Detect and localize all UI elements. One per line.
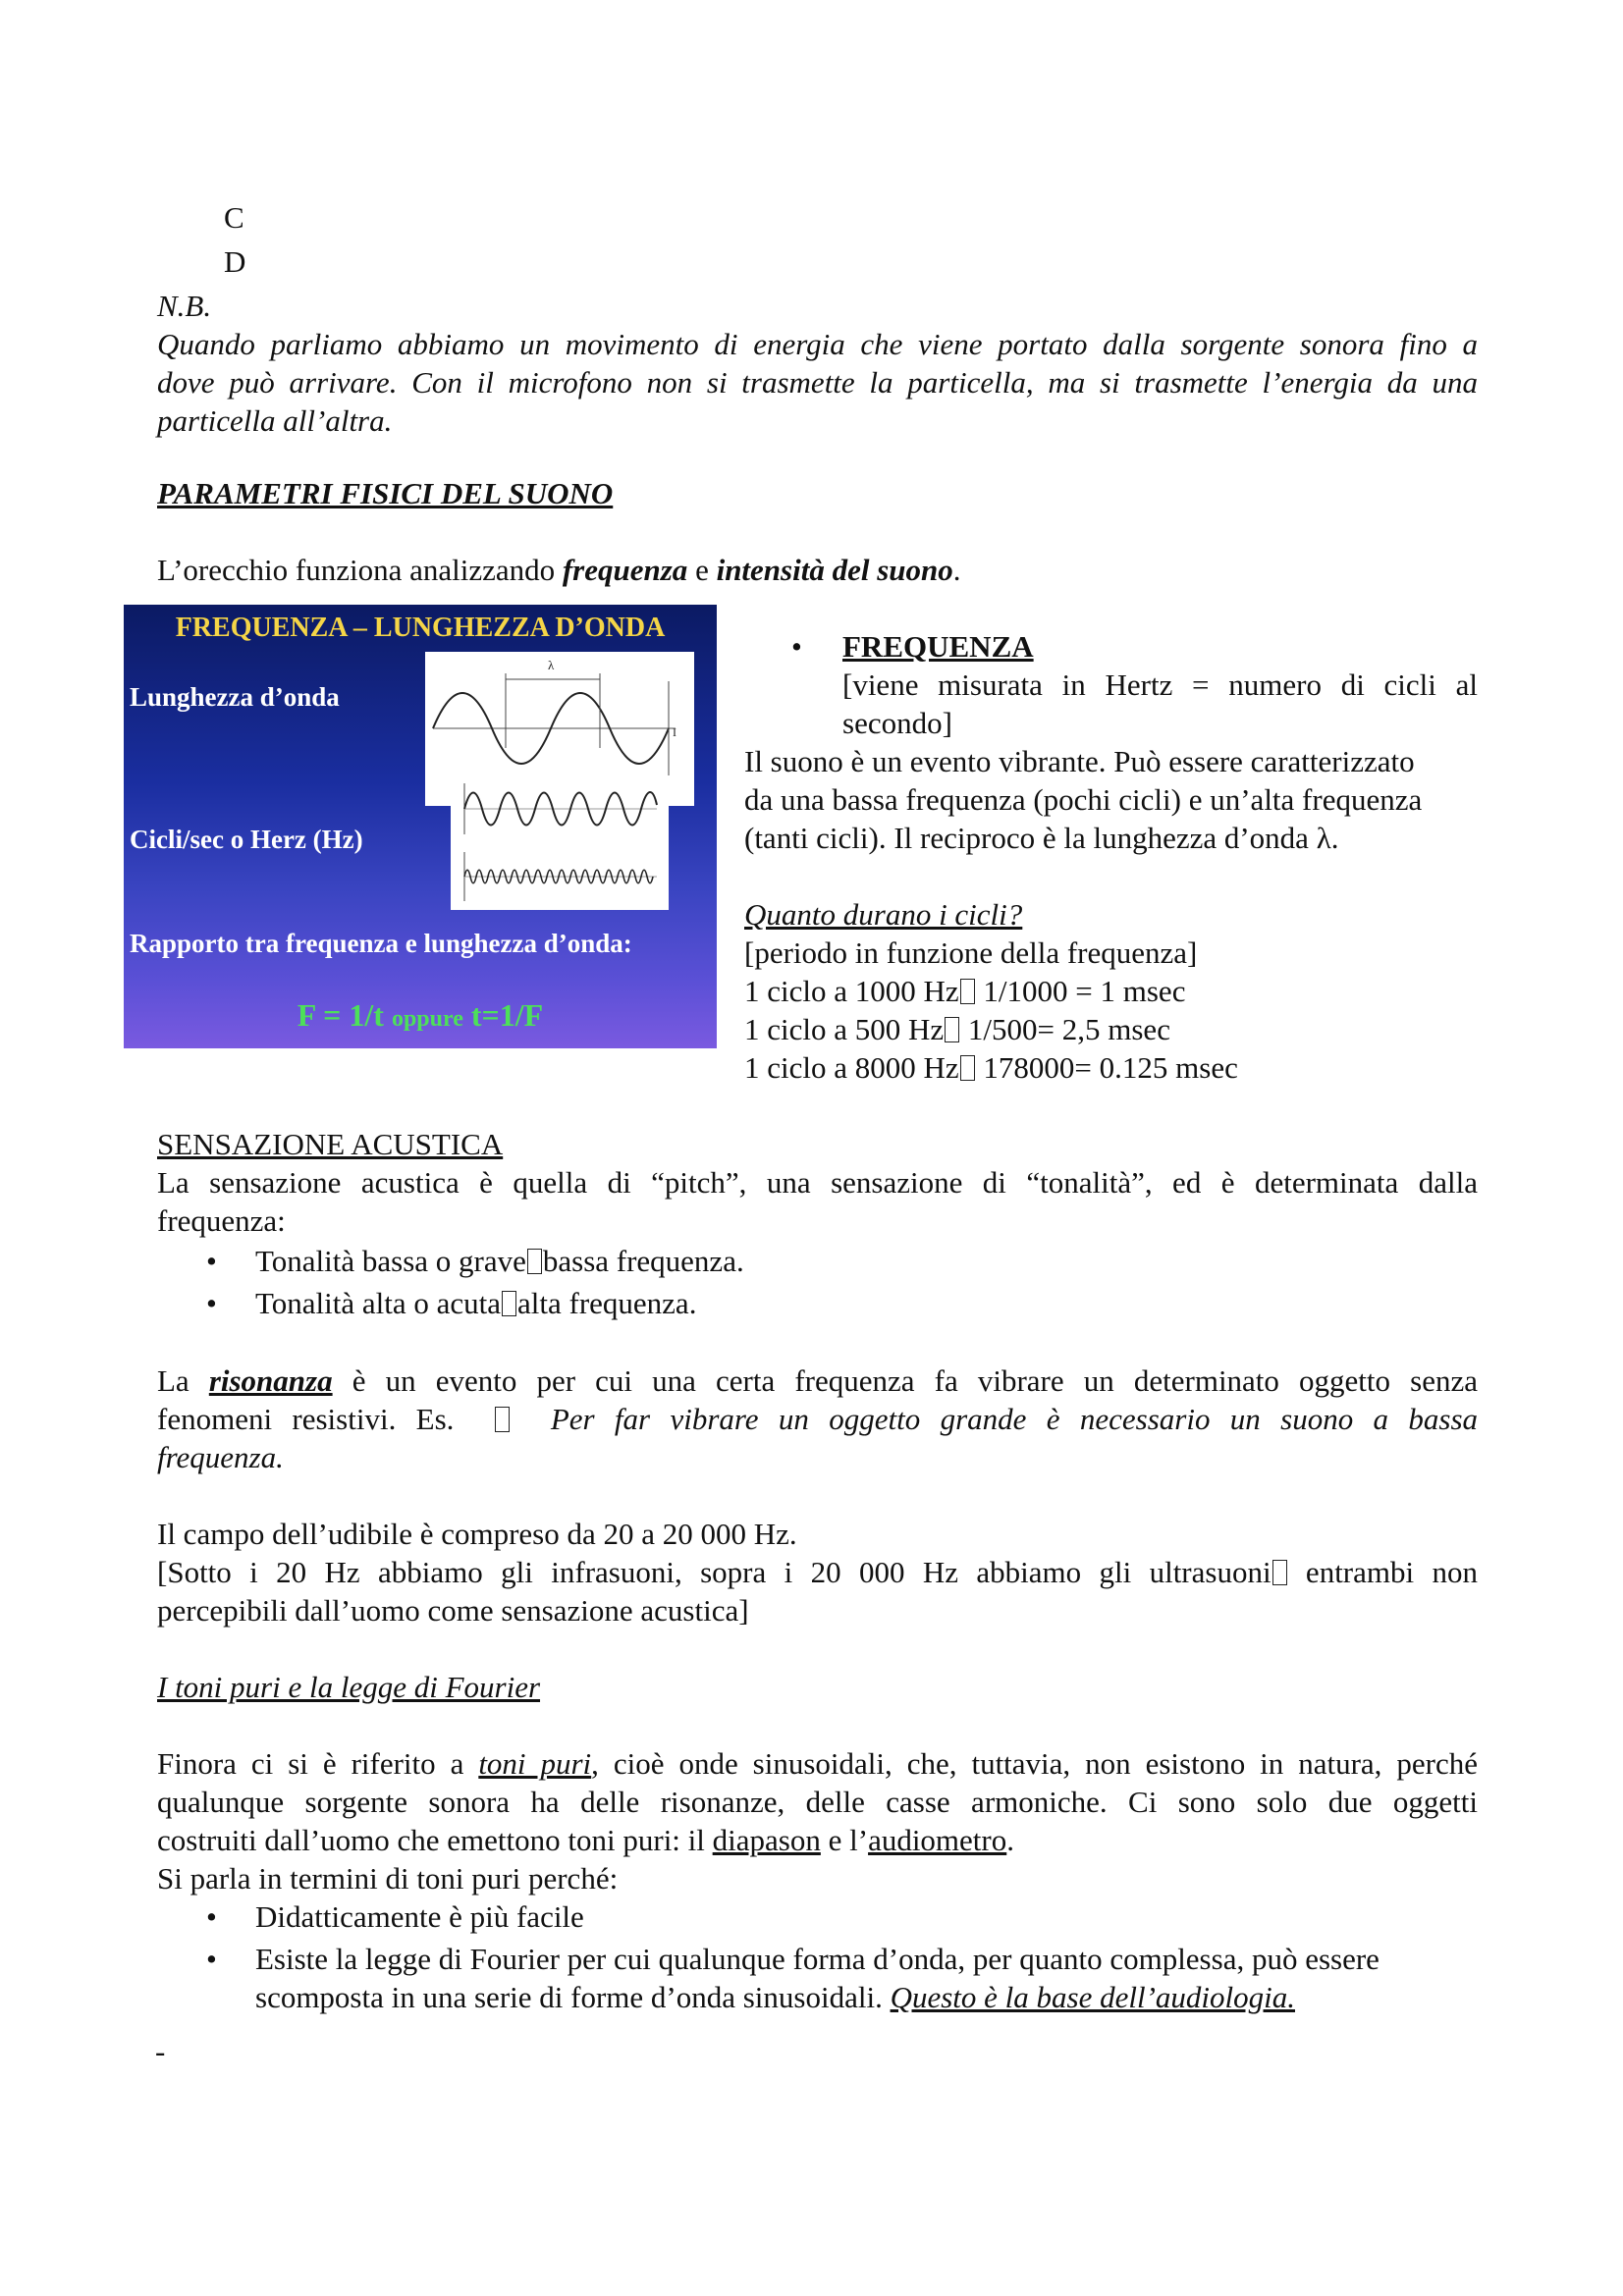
fourier-heading: I toni puri e la legge di Fourier [157, 1670, 541, 1704]
cycle-3-b: 178000= 0.125 msec [975, 1050, 1238, 1085]
frequenza-para-2: da una bassa frequenza (pochi cicli) e un’alta frequenza [744, 782, 1423, 817]
formula-b: t=1/F [470, 997, 544, 1033]
slide-label-cycles: Cicli/sec o Herz (Hz) [130, 825, 363, 854]
sensazione-bullet-1 [255, 1242, 744, 1280]
frequenza-para-1: Il suono è un evento vibrante. Può essere caratterizzato [744, 744, 1415, 778]
intro-intensita: intensità del suono [716, 553, 953, 587]
sens-b2-a: Tonalità alta o acuta [255, 1286, 502, 1320]
section-title: PARAMETRI FISICI DEL SUONO [157, 476, 614, 510]
cycle-1-b: 1/1000 = 1 msec [975, 974, 1186, 1008]
risonanza-post: è un evento per cui una certa frequenza fa vibrare un determinato oggetto senza [332, 1363, 1478, 1398]
fourier-line-4: Si parla in termini di toni puri perché: [157, 1861, 619, 1896]
sens-b2-b: alta frequenza. [517, 1286, 697, 1320]
intro-pre: L’orecchio funziona analizzando [157, 553, 563, 587]
arrow-glyph-box [960, 979, 975, 1004]
nb-line-2: dove può arrivare. Con il microfono non si trasmette la particella, ma si trasmette l’energia da una [157, 365, 1478, 400]
arrow-glyph-box [960, 1055, 975, 1081]
formula-or: oppure [391, 1006, 463, 1032]
fourier-bullet-1-dot: • [206, 1899, 217, 1934]
fourier-3a: costruiti dall’uomo che emettono toni puri: il [157, 1823, 713, 1857]
letter-c: C [224, 200, 244, 235]
risonanza-paragraph [157, 1362, 1478, 1476]
cycle-2-a: 1 ciclo a 500 Hz [744, 1012, 945, 1046]
arrow-glyph-box [945, 1017, 959, 1042]
audiologia-sentence: Questo è la base dell’audiologia. [890, 1980, 1295, 2014]
udibile-line-2 [157, 1553, 1478, 1591]
cycle-3-a: 1 ciclo a 8000 Hz [744, 1050, 959, 1085]
slide-label-wavelength: Lunghezza d’onda [130, 682, 340, 712]
cycles-question: Quanto durano i cicli? [744, 897, 1023, 932]
frequenza-bullet: • [791, 629, 802, 664]
udibile-line-1: Il campo dell’udibile è compreso da 20 a 20 000 Hz. [157, 1517, 797, 1551]
frequenza-para-3: (tanti cicli). Il reciproco è la lunghezza d’onda λ. [744, 821, 1339, 855]
cycle-row-1 [744, 972, 1185, 1010]
sensazione-bullet-1-dot: • [206, 1244, 217, 1278]
fourier-1a: Finora ci si è riferito a [157, 1746, 479, 1781]
cycle-1-a: 1 ciclo a 1000 Hz [744, 974, 959, 1008]
diapason-term: diapason [712, 1823, 821, 1857]
nb-paragraph [157, 325, 1478, 440]
period-note: [periodo in funzione della frequenza] [744, 935, 1198, 970]
letter-d: D [224, 244, 246, 279]
fourier-bullet-2 [255, 1940, 1478, 2016]
arrow-glyph-box [1272, 1560, 1287, 1585]
fourier-bullet-1: Didatticamente è più facile [255, 1899, 584, 1934]
fourier-bullet-2-line-2 [255, 1978, 1478, 2016]
cycle-row-3 [744, 1048, 1238, 1087]
lambda-label: λ [548, 658, 555, 672]
intro-mid: e [687, 553, 717, 587]
arrow-glyph-box [527, 1249, 542, 1274]
frequency-panel [451, 775, 669, 910]
udibile-line-3: percepibili dall’uomo come sensazione acustica] [157, 1593, 749, 1628]
arrow-glyph-box [502, 1291, 516, 1316]
frequenza-bracket [842, 666, 1478, 742]
intro-frequenza: frequenza [562, 553, 688, 587]
arrow-glyph-box [495, 1407, 510, 1432]
cycle-row-2 [744, 1010, 1170, 1048]
toni-puri-term: toni puri [478, 1746, 592, 1781]
frequenza-heading: FREQUENZA [842, 629, 1034, 664]
sensazione-bullet-2-dot: • [206, 1286, 217, 1320]
sensazione-paragraph [157, 1163, 1478, 1240]
intensity-label: I [673, 725, 676, 739]
risonanza-line-2 [157, 1400, 1478, 1438]
udibile-2a: [Sotto i 20 Hz abbiamo gli infrasuoni, sopra i 20 000 Hz abbiamo gli ultrasuoni [157, 1555, 1271, 1589]
frequenza-bracket-1: [viene misurata in Hertz = numero di cicli al [842, 667, 1478, 702]
fourier-line-3 [157, 1821, 1478, 1859]
nb-line-1: Quando parliamo abbiamo un movimento di energia che viene portato dalla sorgente sonora fino a [157, 327, 1478, 361]
risonanza-example: Per far vibrare un oggetto grande è necessario un suono a bassa [550, 1402, 1479, 1436]
sensazione-heading: SENSAZIONE ACUSTICA [157, 1127, 504, 1161]
fourier-3b: e l’ [820, 1823, 869, 1857]
sens-b1-a: Tonalità bassa o grave [255, 1244, 526, 1278]
fourier-3c: . [1006, 1823, 1014, 1857]
formula-a: F = 1/t [297, 997, 384, 1033]
slide-label-ratio: Rapporto tra frequenza e lunghezza d’onda: [130, 929, 632, 958]
udibile-2b: entrambi non [1287, 1555, 1478, 1589]
fourier-b2-a: scomposta in una serie di forme d’onda sinusoidali. [255, 1980, 891, 2014]
frequency-wavelength-slide [124, 605, 717, 1048]
sensazione-bullet-2 [255, 1284, 696, 1322]
risonanza-es: fenomeni resistivi. Es. [157, 1402, 455, 1436]
sensazione-line-2: frequenza: [157, 1203, 286, 1238]
slide-title: FREQUENZA – LUNGHEZZA D’ONDA [175, 613, 666, 643]
risonanza-line-3: frequenza. [157, 1440, 284, 1474]
fourier-line-2: qualunque sorgente sonora ha delle risonanze, delle casse armoniche. Ci sono solo due oggetti [157, 1785, 1478, 1819]
risonanza-term: risonanza [208, 1363, 333, 1398]
sensazione-line-1: La sensazione acustica è quella di “pitch”, una sensazione di “tonalità”, ed è determinata dalla [157, 1165, 1478, 1200]
frequency-diagram [451, 775, 669, 910]
trailing-dash: - [155, 2034, 166, 2068]
audiometro-term: audiometro [868, 1823, 1007, 1857]
nb-label: N.B. [157, 289, 212, 323]
sens-b1-b: bassa frequenza. [542, 1244, 744, 1278]
risonanza-pre: La [157, 1363, 209, 1398]
fourier-bullet-2-line-1: Esiste la legge di Fourier per cui qualunque forma d’onda, per quanto complessa, può essere [255, 1942, 1380, 1976]
slide-formula [124, 997, 717, 1034]
fourier-paragraph [157, 1744, 1478, 1897]
nb-line-3: particella all’altra. [157, 403, 393, 438]
intro-line [157, 551, 961, 589]
risonanza-line-1 [157, 1362, 1478, 1400]
fourier-1b: , cioè onde sinusoidali, che, tuttavia, non esistono in natura, perché [591, 1746, 1478, 1781]
udibile-bracket [157, 1553, 1478, 1629]
cycle-2-b: 1/500= 2,5 msec [960, 1012, 1170, 1046]
frequenza-bracket-2: secondo] [842, 706, 952, 740]
fourier-bullet-2-dot: • [206, 1942, 217, 1976]
frequenza-paragraph [744, 742, 1481, 857]
intro-post: . [952, 553, 961, 587]
fourier-line-1 [157, 1744, 1478, 1783]
